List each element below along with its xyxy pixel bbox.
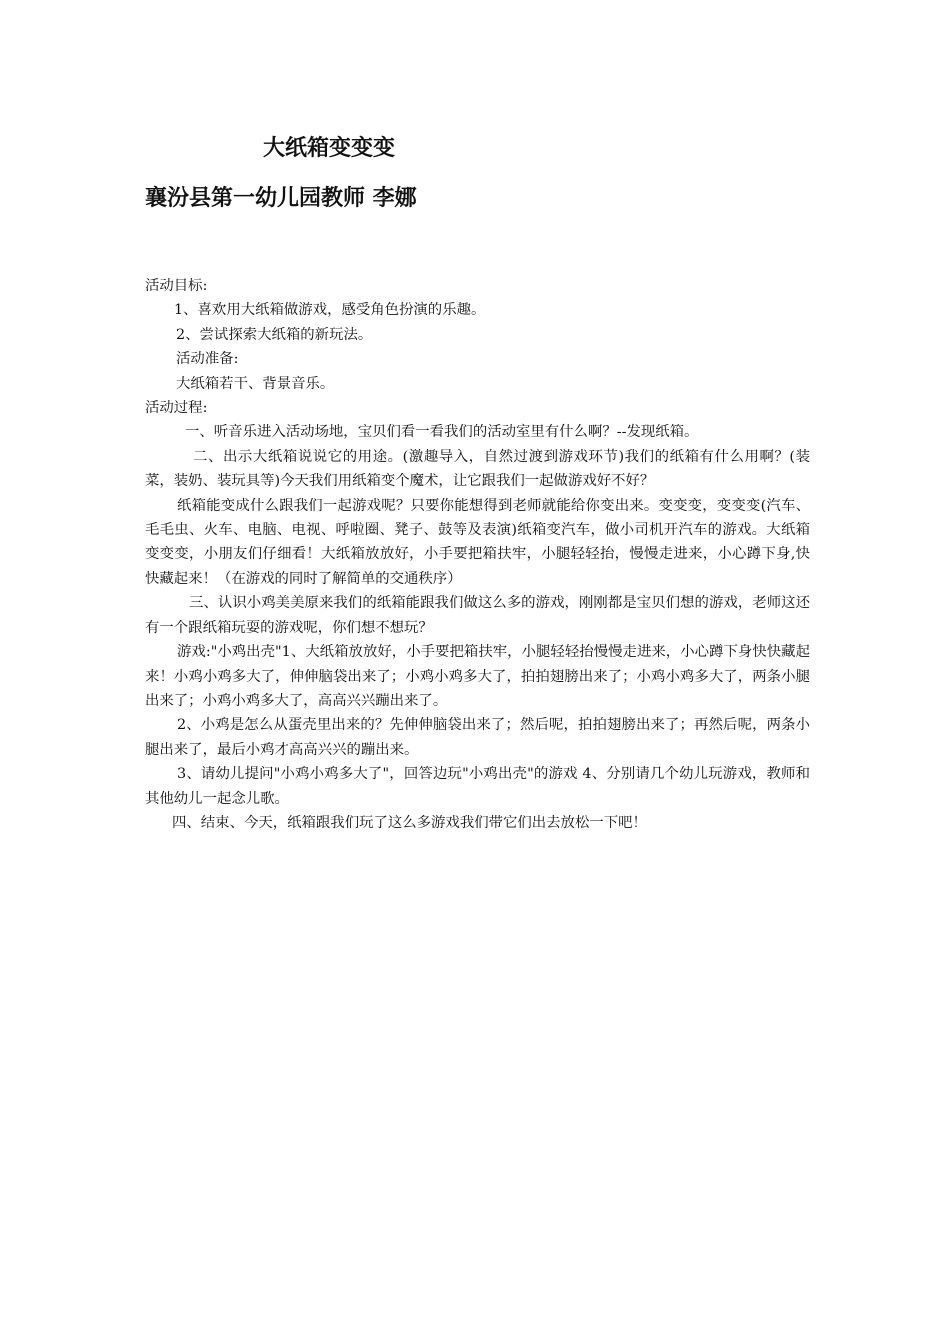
document-author: 襄汾县第一幼儿园教师 李娜 (145, 186, 417, 211)
goal-item-1: 1、喜欢用大纸箱做游戏，感受角色扮演的乐趣。 (174, 302, 486, 319)
process-step-1: 一、听音乐进入活动场地，宝贝们看一看我们的活动室里有什么啊？--发现纸箱。 (185, 424, 699, 441)
game-step-2: 2、小鸡是怎么从蛋壳里出来的？先伸伸脑袋出来了；然后呢，拍拍翅膀出来了；再然后呢，两条小腿出来了，最后小鸡才高高兴兴的蹦出来。 (145, 717, 810, 758)
game-step-3-4: 3、请幼儿提问"小鸡小鸡多大了"，回答边玩"小鸡出壳"的游戏 4、分别请几个幼儿玩游戏，教师和其他幼儿一起念儿歌。 (145, 766, 810, 807)
document-body (145, 274, 810, 835)
goal-item-2: 2、尝试探索大纸箱的新玩法。 (176, 326, 373, 343)
section-heading-process: 活动过程: (145, 400, 208, 417)
process-step-3: 三、认识小鸡美美原来我们的纸箱能跟我们做这么多的游戏，刚刚都是宝贝们想的游戏，老师这还有一个跟纸箱玩耍的游戏呢，你们想不想玩？ (145, 595, 810, 636)
section-heading-preparation: 活动准备: (176, 351, 239, 368)
preparation-text: 大纸箱若干、背景音乐。 (176, 375, 335, 392)
section-heading-goals: 活动目标: (145, 278, 208, 294)
process-step-4: 四、结束、今天，纸箱跟我们玩了这么多游戏我们带它们出去放松一下吧！ (172, 814, 647, 831)
document-title: 大纸箱变变变 (263, 136, 396, 161)
process-step-2-detail: 纸箱能变成什么跟我们一起游戏呢？只要你能想得到老师就能给你变出来。变变变，变变变(汽车、毛毛虫、火车、电脑、电视、呼啦圈、凳子、鼓等及表演)纸箱变汽车，做小司机开汽车的游戏。大纸箱变变变，小朋友们仔细看！大纸箱放放好，小手要把箱扶牢，小腿轻轻抬，慢慢走进来，小心蹲下身,快快藏起来！（在游戏的同时了解简单的交通秩序） (145, 497, 810, 587)
process-step-2: 二、出示大纸箱说说它的用途。(激趣导入，自然过渡到游戏环节)我们的纸箱有什么用啊？(装菜，装奶、装玩具等)今天我们用纸箱变个魔术，让它跟我们一起做游戏好不好？ (145, 448, 810, 490)
game-chick-hatch: 游戏:"小鸡出壳"1、大纸箱放放好，小手要把箱扶牢，小腿轻轻抬慢慢走进来，小心蹲下身快快藏起来！小鸡小鸡多大了，伸伸脑袋出来了；小鸡小鸡多大了，拍拍翅膀出来了；小鸡小鸡多大了，两条小腿出来了；小鸡小鸡多大了，高高兴兴蹦出来了。 (145, 644, 810, 709)
